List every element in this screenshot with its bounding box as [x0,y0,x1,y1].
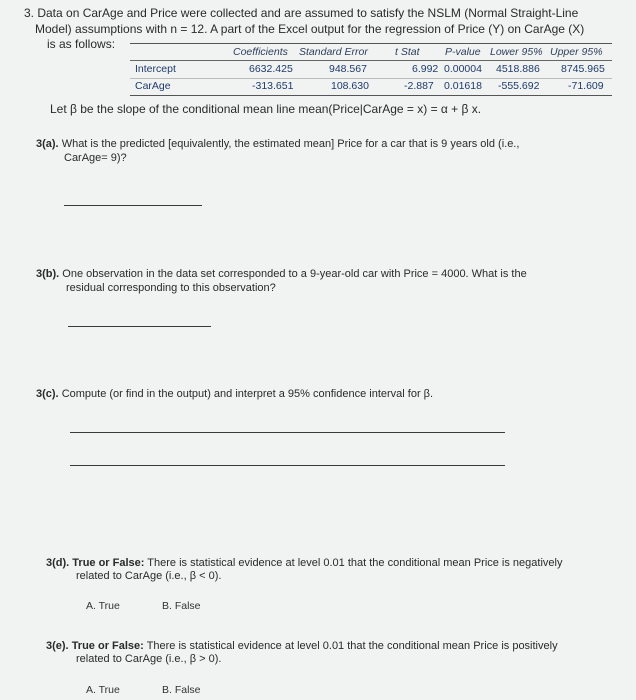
q3a-answer-line[interactable] [64,205,202,206]
q3b-label: 3(b). [36,268,60,280]
q3b-line2: residual corresponding to this observation? [66,282,276,294]
q3d-choice-true[interactable]: A. True [86,600,120,612]
cell-intercept-se: 948.567 [329,63,367,75]
cell-intercept-lower: 4518.886 [496,63,540,75]
row-label-intercept: Intercept [135,63,176,75]
cell-carage-p: 0.01618 [444,80,482,92]
q3d-tf: True or False: [72,557,145,569]
q3b-line1: One observation in the data set corresponded to a 9-year-old car with Price = 4000. What is the [62,268,527,280]
cell-carage-lower: -555.692 [498,80,540,92]
q3d-line2: related to CarAge (i.e., β < 0). [76,570,222,582]
cell-carage-t: -2.887 [404,80,434,92]
q3e-tf: True or False: [71,640,144,652]
q3c-line1: Compute (or find in the output) and interpret a 95% confidence interval for β. [61,388,434,400]
q3b-answer-line[interactable] [68,326,211,327]
q3c-answer-line-2[interactable] [70,465,505,466]
q3c-answer-line-1[interactable] [70,432,505,433]
q3a-question [36,138,519,150]
q3e-label: 3(e). [46,640,69,652]
q3c-question [36,388,433,400]
cell-intercept-t: 6.992 [412,63,439,75]
header-standard-error: Standard Error [299,46,368,58]
q3e-line2: related to CarAge (i.e., β > 0). [76,653,222,665]
header-coefficients: Coefficients [233,46,288,58]
cell-intercept-upper: 8745.965 [561,63,605,75]
cell-intercept-p: 0.00004 [444,63,482,75]
header-p-value: P-value [445,46,481,58]
cell-carage-coef: -313.651 [252,80,294,92]
regression-table [0,0,636,100]
cell-carage-se: 108.630 [331,80,369,92]
table-mid-rule [130,78,612,79]
q3e-line1: There is statistical evidence at level 0.01 that the conditional mean Price is positively [146,640,558,652]
q3d-line1: There is statistical evidence at level 0.01 that the conditional mean Price is negatively [147,557,563,569]
header-lower-95: Lower 95% [490,46,543,58]
q3d-label: 3(d). [46,557,70,569]
table-top-rule [130,43,612,44]
q3-intro-line1: 3. Data on CarAge and Price were collected and are assumed to satisfy the NSLM (Normal Straight-Line [24,6,579,20]
q3b-question [36,268,527,280]
row-label-carage: CarAge [135,80,171,92]
q3c-label: 3(c). [36,388,59,400]
table-bottom-rule [130,95,612,96]
q3a-line2: CarAge= 9)? [64,152,127,164]
q3e-choice-true[interactable]: A. True [86,684,120,696]
q3d-choice-false[interactable]: B. False [162,600,201,612]
q3-intro-line2: Model) assumptions with n = 12. A part of the Excel output for the regression of Price (Y) on CarAge (X) [35,22,585,36]
q3a-line1: What is the predicted [equivalently, the estimated mean] Price for a car that is 9 years old (i.e., [61,138,520,150]
q3-intro-line3: is as follows: [47,37,116,51]
q3d-question [46,557,562,569]
cell-carage-upper: -71.609 [568,80,604,92]
header-t-stat: t Stat [395,46,420,58]
slope-definition: Let β be the slope of the conditional mean line mean(Price|CarAge = x) = α + β x. [50,102,482,116]
q3a-label: 3(a). [36,138,59,150]
cell-intercept-coef: 6632.425 [249,63,293,75]
header-upper-95: Upper 95% [550,46,603,58]
table-header-rule [130,60,612,61]
q3e-choice-false[interactable]: B. False [162,684,201,696]
q3e-question [46,640,558,652]
